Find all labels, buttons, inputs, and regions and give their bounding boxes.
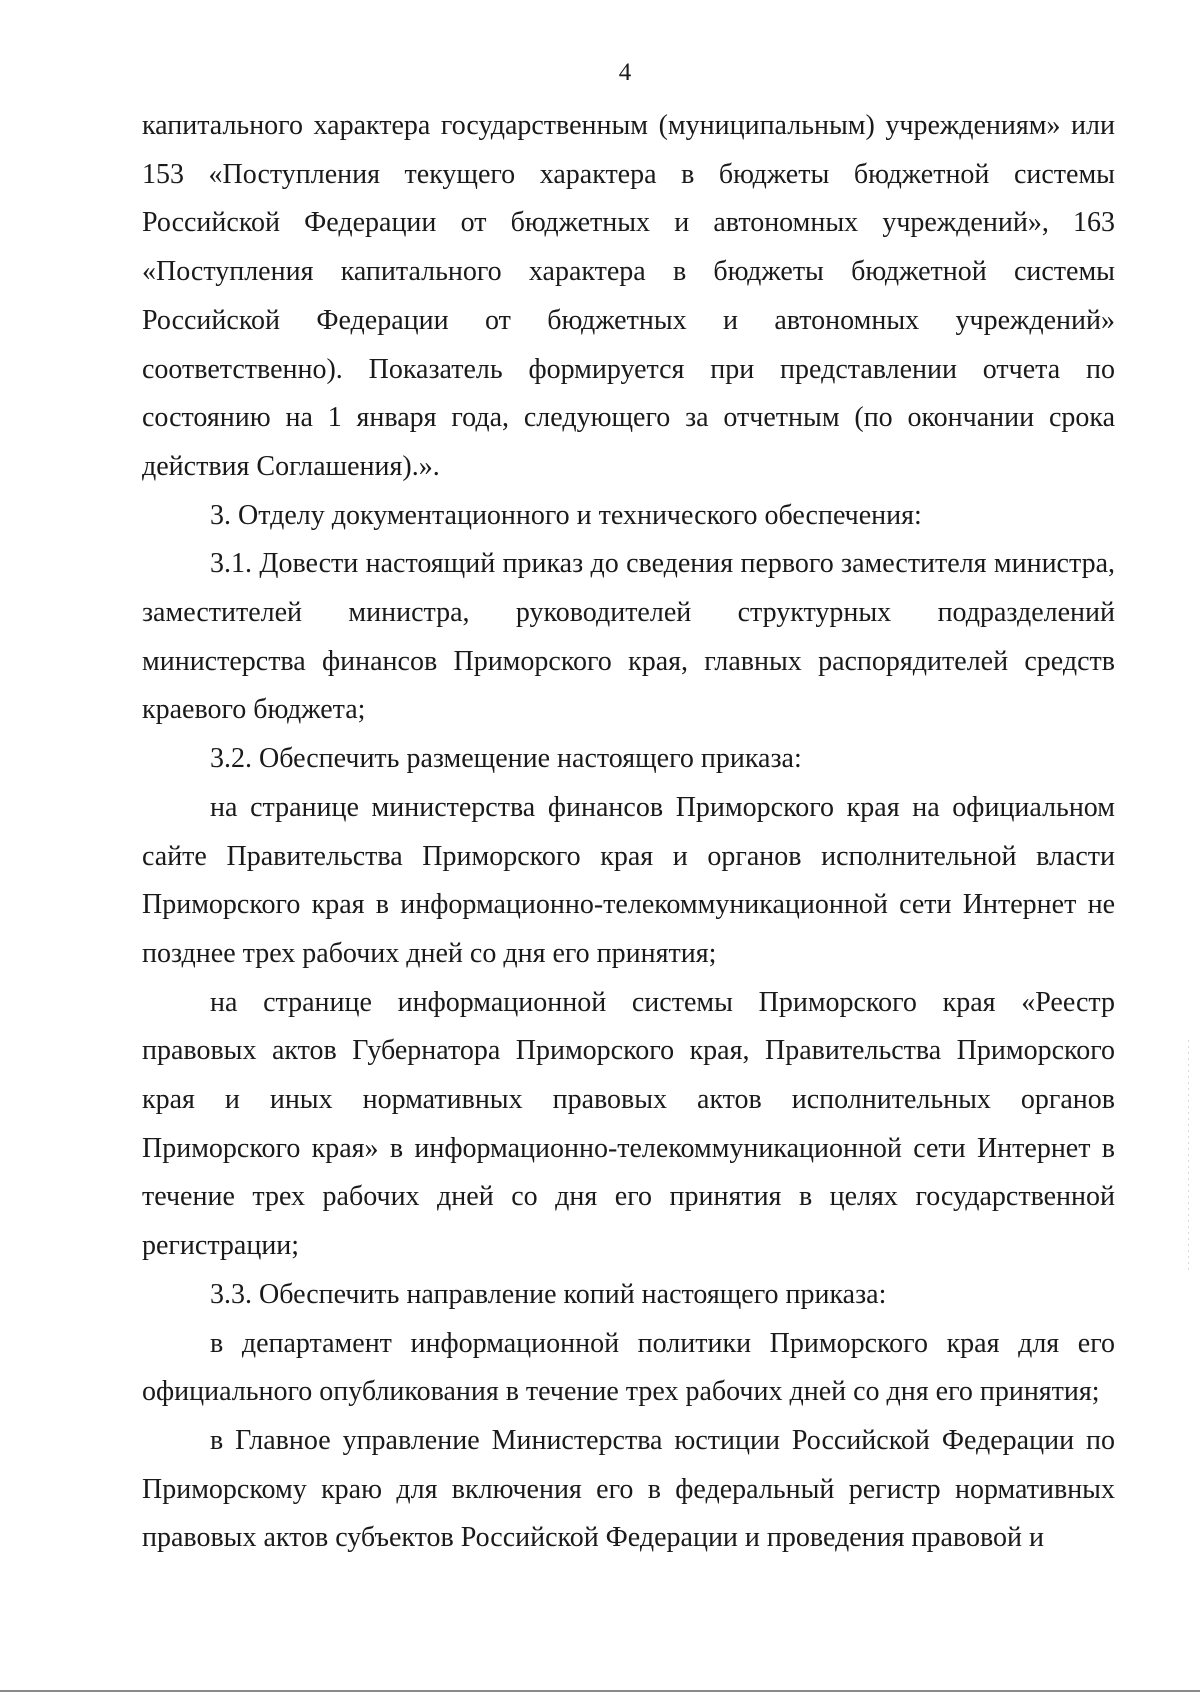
paragraph-item-3-3: 3.3. Обеспечить направление копий настоящего приказа:: [210, 1278, 887, 1310]
paragraph-item-3-1: 3.1. Довести настоящий приказ до сведения первого заместителя министра, заместителей министра, руководителей структурных подразделений министерства финансов Приморского края, главных распорядителей средств краевого бюджета;: [142, 548, 1115, 726]
paragraph-continuation: капитального характера государственным (муниципальным) учреждениям» или 153 «Поступления текущего характера в бюджеты бюджетной системы Российской Федерации от бюджетных и автономных учреждений», 163 «Поступления капитального характера в бюджеты бюджетной системы Российской Федерации от бюджетных и автономных учреждений» соответственно). Показатель формируется при представлении отчета по состоянию на 1 января года, следующего за отчетным (по окончании срока действия Соглашения).».: [142, 110, 1115, 482]
paragraph-item-3-3-publication: в департамент информационной политики Приморского края для его официального опубликования в течение трех рабочих дней со дня его принятия;: [142, 1327, 1115, 1408]
paragraph-item-3-3-ministry-justice: в Главное управление Министерства юстиции Российской Федерации по Приморскому краю для включения его в федеральный регистр нормативных правовых актов субъектов Российской Федерации и проведения правовой и: [142, 1424, 1115, 1554]
scan-margin-artifact: [1188, 1040, 1189, 1270]
paragraph-item-3: 3. Отделу документационного и технического обеспечения:: [210, 499, 922, 531]
scan-bottom-edge: [0, 1690, 1200, 1692]
paragraph-item-3-2-registry: на странице информационной системы Приморского края «Реестр правовых актов Губернатора Приморского края, Правительства Приморского края и иных нормативных правовых актов исполнительных органов Приморского края» в информационно-телекоммуникационной сети Интернет в течение трех рабочих дней со дня его принятия в целях государственной регистрации;: [142, 986, 1115, 1262]
page-number: 4: [618, 59, 632, 86]
paragraph-item-3-2: 3.2. Обеспечить размещение настоящего приказа:: [210, 743, 802, 775]
paragraph-item-3-2-website: на странице министерства финансов Приморского края на официальном сайте Правительства Приморского края и органов исполнительной власти Приморского края в информационно-телекоммуникационной сети Интернет не позднее трех рабочих дней со дня его принятия;: [142, 791, 1115, 969]
document-body: [142, 102, 1115, 1563]
